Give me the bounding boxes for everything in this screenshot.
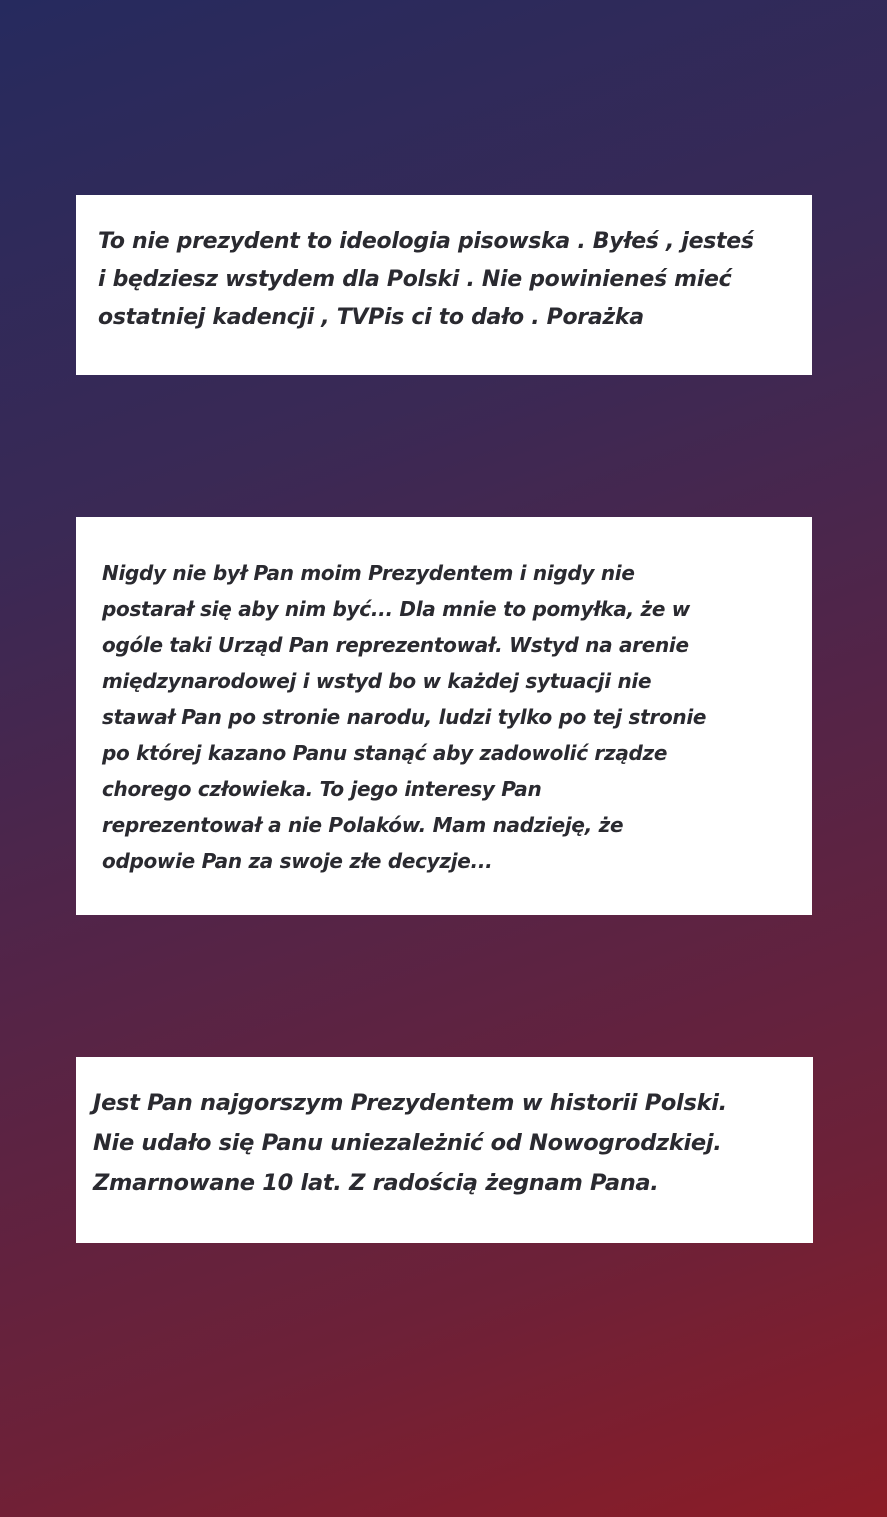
comment-card-3 (76, 1057, 813, 1243)
comment-text-2: Nigdy nie był Pan moim Prezydentem i nigdy nie postarał się aby nim być... Dla mnie to pomyłka, że w ogóle taki Urząd Pan reprezentował. Wstyd na arenie międzynarodowej i wstyd bo w każdej sytuacji nie stawał Pan po stronie narodu, ludzi tylko po tej stronie po której kazano Panu stanąć aby zadowolić rządze chorego człowieka. To jego interesy Pan reprezentował a nie Polaków. Mam nadzieję, że odpowie Pan za swoje złe decyzje... (102, 561, 707, 873)
comment-text-3: Jest Pan najgorszym Prezydentem w historii Polski. Nie udało się Panu uniezależnić od Nowogrodzkiej. Zmarnowane 10 lat. Z radością żegnam Pana. (93, 1090, 727, 1196)
comment-card-2 (76, 517, 812, 915)
comment-card-1 (76, 195, 812, 375)
comment-text-1: To nie prezydent to ideologia pisowska . Byłeś , jesteś i będziesz wstydem dla Polski . Nie powinieneś mieć ostatniej kadencji , TVPis ci to dało . Porażka (98, 229, 754, 330)
